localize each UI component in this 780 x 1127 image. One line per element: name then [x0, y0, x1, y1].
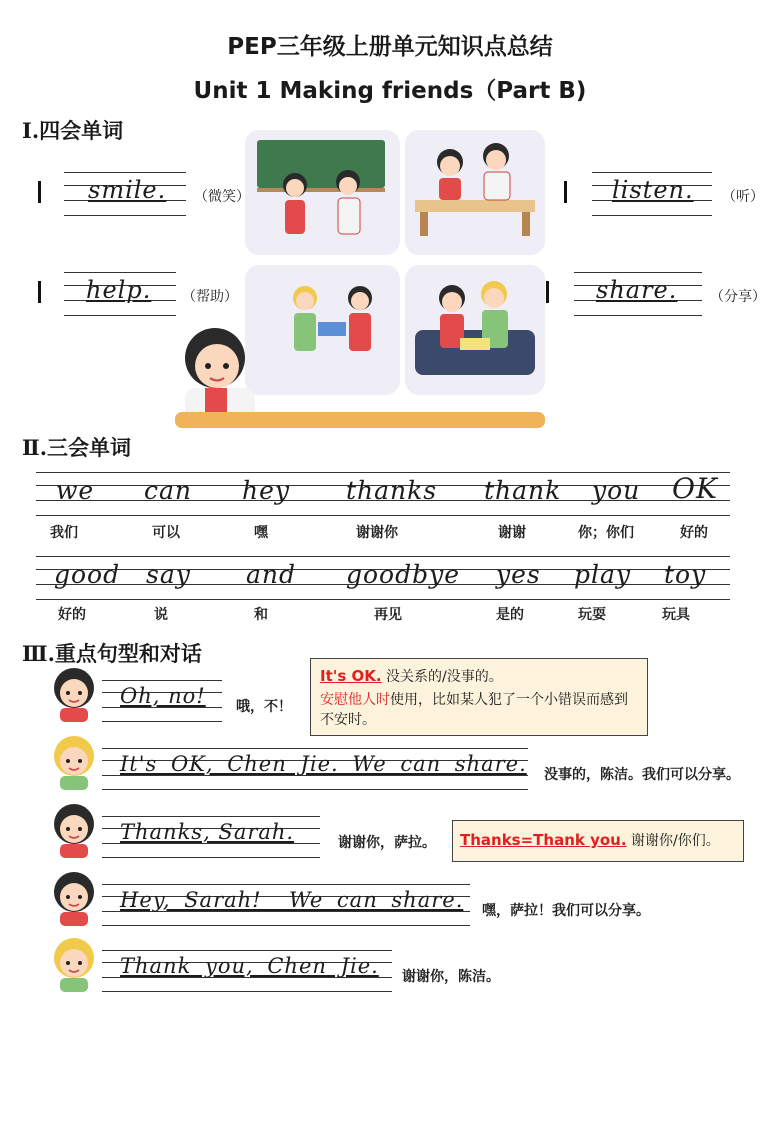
chen-jie-avatar	[50, 666, 98, 722]
chen-jie-avatar	[50, 870, 98, 926]
vocab-word: and	[246, 560, 297, 589]
note-meaning: 没关系的/没事的。	[386, 669, 503, 685]
vocab-meaning: 说	[154, 607, 168, 623]
vocab-word: thanks	[346, 476, 438, 505]
vocab-word: you	[592, 476, 641, 505]
note-usage	[320, 690, 638, 730]
vocab-word: listen.	[612, 176, 694, 204]
dialogue-translation: 谢谢你，萨拉。	[338, 835, 436, 851]
vocab-word: say	[146, 560, 191, 589]
chen-jie-avatar	[50, 802, 98, 858]
vocab-word: play	[574, 560, 632, 589]
note-thanks-text	[460, 830, 720, 850]
section3-heading: Ⅲ.重点句型和对话	[22, 641, 202, 666]
note-meaning: 谢谢你/你们。	[631, 833, 720, 849]
vocab-word: good	[54, 560, 121, 589]
vocab-word: we	[56, 476, 95, 505]
dialogue-line: Hey, Sarah! We can share.	[120, 888, 464, 912]
vocab-word: toy	[664, 560, 707, 589]
note-usage-highlight: 安慰他人时	[320, 692, 390, 708]
dialogue-line: Oh, no!	[120, 684, 206, 708]
vocab-meaning: 你；你们	[578, 525, 634, 541]
vocab-meaning: （帮助）	[182, 289, 238, 305]
vocab-meaning: 嘿	[254, 525, 268, 541]
vocab-meaning: 可以	[152, 525, 180, 541]
dialogue-line: Thank you, Chen Jie.	[120, 954, 379, 978]
vocab-word: thank	[484, 476, 562, 505]
sarah-avatar	[50, 936, 98, 992]
word-marker	[546, 281, 549, 303]
vocab-meaning: 再见	[374, 607, 402, 623]
page-subtitle: Unit 1 Making friends（Part B)	[193, 78, 587, 104]
vocab-word: goodbye	[346, 560, 461, 589]
dialogue-line: It's OK, Chen Jie. We can share.	[120, 752, 527, 776]
dialogue-translation: 嘿，萨拉！我们可以分享。	[482, 903, 650, 919]
word-marker	[38, 181, 41, 203]
classroom-illustration	[160, 130, 550, 430]
vocab-word: share.	[596, 276, 678, 304]
vocab-meaning: （微笑）	[194, 189, 250, 205]
dialogue-translation: 谢谢你，陈洁。	[402, 969, 500, 985]
vocab-meaning: 玩具	[662, 607, 690, 623]
vocab-meaning: 谢谢	[498, 525, 526, 541]
section2-heading: Ⅱ.三会单词	[22, 435, 132, 460]
dialogue-line: Thanks, Sarah.	[120, 820, 295, 844]
vocab-word: OK	[672, 472, 718, 505]
dialogue-translation: 哦，不！	[236, 699, 292, 715]
vocab-word: smile.	[88, 176, 167, 204]
vocab-word: yes	[496, 560, 541, 589]
vocab-meaning: 是的	[496, 607, 524, 623]
sarah-avatar	[50, 734, 98, 790]
note-usage-text: 使用，比如某人犯了一个小错误而感到不安时。	[320, 692, 628, 728]
word-marker	[38, 281, 41, 303]
vocab-meaning: （听）	[722, 189, 764, 205]
note-key-phrase: Thanks=Thank you.	[460, 831, 627, 849]
vocab-meaning: 好的	[680, 525, 708, 541]
note-key-phrase: It's OK.	[320, 667, 382, 685]
page-title: PEP三年级上册单元知识点总结	[227, 34, 553, 60]
section1-heading: Ⅰ.四会单词	[22, 118, 124, 143]
vocab-meaning: 玩耍	[578, 607, 606, 623]
vocab-word: hey	[242, 476, 291, 505]
vocab-meaning: 我们	[50, 525, 78, 541]
vocab-meaning: 和	[254, 607, 268, 623]
illustration-panel	[160, 130, 550, 430]
note-title	[320, 666, 503, 686]
word-marker	[564, 181, 567, 203]
vocab-meaning: 好的	[58, 607, 86, 623]
vocab-word: help.	[86, 276, 152, 304]
vocab-word: can	[144, 476, 193, 505]
vocab-meaning: （分享）	[710, 289, 766, 305]
dialogue-translation: 没事的，陈洁。我们可以分享。	[544, 767, 740, 783]
vocab-meaning: 谢谢你	[356, 525, 398, 541]
